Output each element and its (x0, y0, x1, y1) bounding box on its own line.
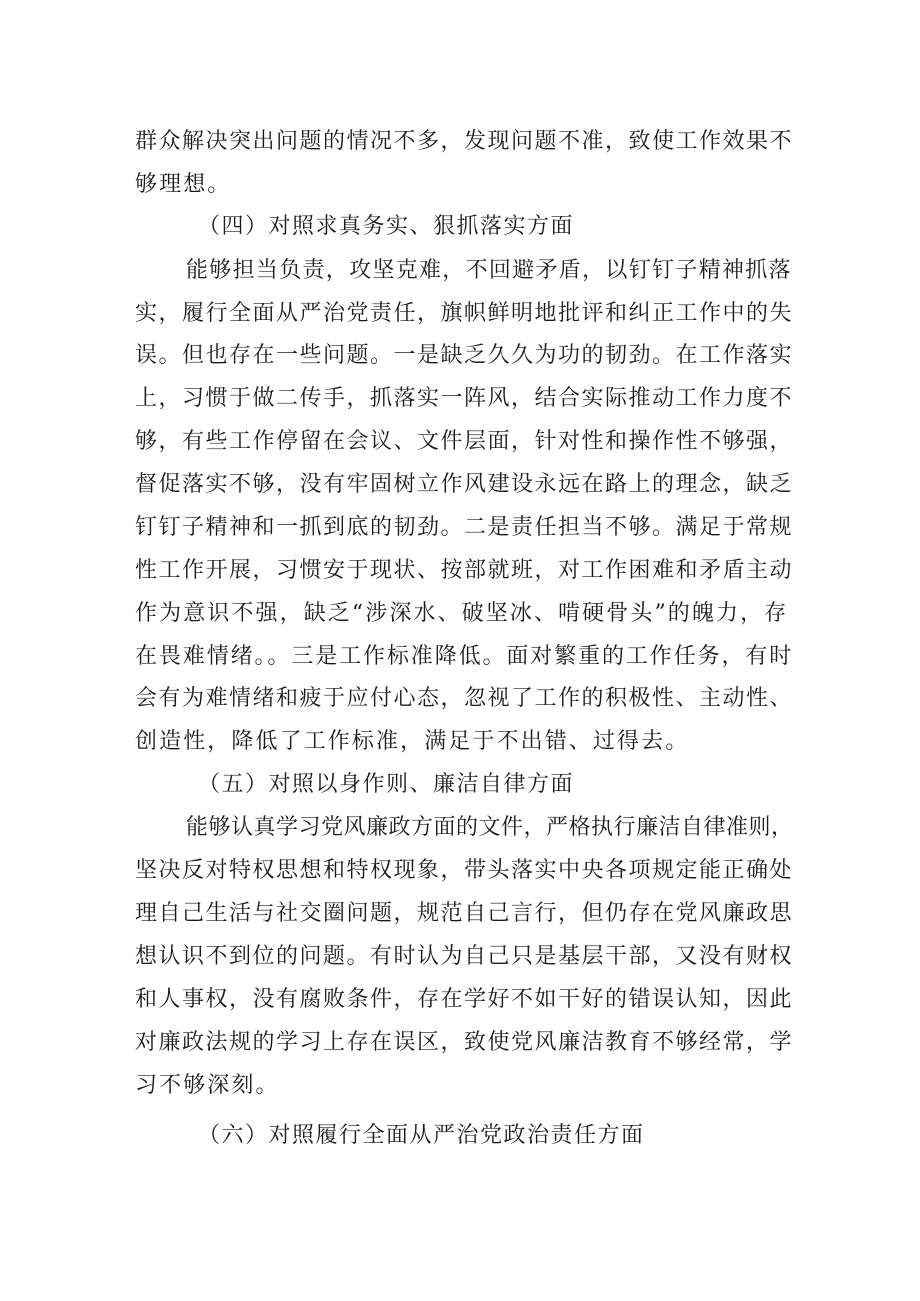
paragraph-line: 理自己生活与社交圈问题，规范自己言行，但仍存在党风廉政思 (135, 901, 794, 926)
paragraph-line: 作为意识不强，缺乏“涉深水、破坚冰、啃硬骨头”的魄力，存 (135, 601, 789, 626)
paragraph-line: 会有为难情绪和疲于应付心态，忽视了工作的积极性、主动性、 (135, 686, 794, 711)
paragraph-line: 在畏难情绪。。三是工作标准降低。面对繁重的工作任务，有时 (135, 644, 794, 669)
paragraph-line: 性工作开展，习惯安于现状、按部就班，对工作困难和矛盾主动 (135, 558, 794, 583)
paragraph-line: 误。但也存在一些问题。一是缺乏久久为功的韧劲。在工作落实 (135, 343, 794, 368)
paragraph-line: 够理想。 (135, 172, 232, 197)
paragraph-line: 上，习惯于做二传手，抓落实一阵风，结合实际推动工作力度不 (135, 386, 794, 411)
section-heading-5: （五）对照以身作则、廉洁自律方面 (198, 772, 575, 797)
paragraph-line: 坚决反对特权思想和特权现象，带头落实中央各项规定能正确处 (135, 858, 794, 883)
paragraph-line: 督促落实不够，没有牢固树立作风建设永远在路上的理念，缺乏 (135, 472, 794, 497)
section-heading-4: （四）对照求真务实、狠抓落实方面 (198, 214, 575, 239)
paragraph-line: 习不够深刻。 (135, 1073, 280, 1098)
paragraph-line: 和人事权，没有腐败条件，存在学好不如干好的错误认知，因此 (135, 987, 794, 1012)
paragraph-line: 想认识不到位的问题。有时认为自己只是基层干部，又没有财权 (135, 944, 794, 969)
paragraph-line: 能够认真学习党风廉政方面的文件，严格执行廉洁自律准则， (186, 815, 794, 840)
paragraph-line: 钉钉子精神和一抓到底的韧劲。二是责任担当不够。满足于常规 (135, 515, 794, 540)
paragraph-line: 对廉政法规的学习上存在误区，致使党风廉洁教育不够经常，学 (135, 1030, 794, 1055)
section-heading-6: （六）对照履行全面从严治党政治责任方面 (198, 1123, 645, 1148)
paragraph-line: 能够担当负责，攻坚克难，不回避矛盾，以钉钉子精神抓落 (186, 258, 792, 283)
paragraph-line: 够，有些工作停留在会议、文件层面，针对性和操作性不够强， (135, 429, 794, 454)
paragraph-line: 实，履行全面从严治党责任，旗帜鲜明地批评和纠正工作中的失 (135, 301, 794, 326)
paragraph-line: 创造性，降低了工作标准，满足于不出错、过得去。 (135, 729, 690, 754)
paragraph-line: 群众解决突出问题的情况不多，发现问题不准，致使工作效果不 (135, 129, 794, 154)
